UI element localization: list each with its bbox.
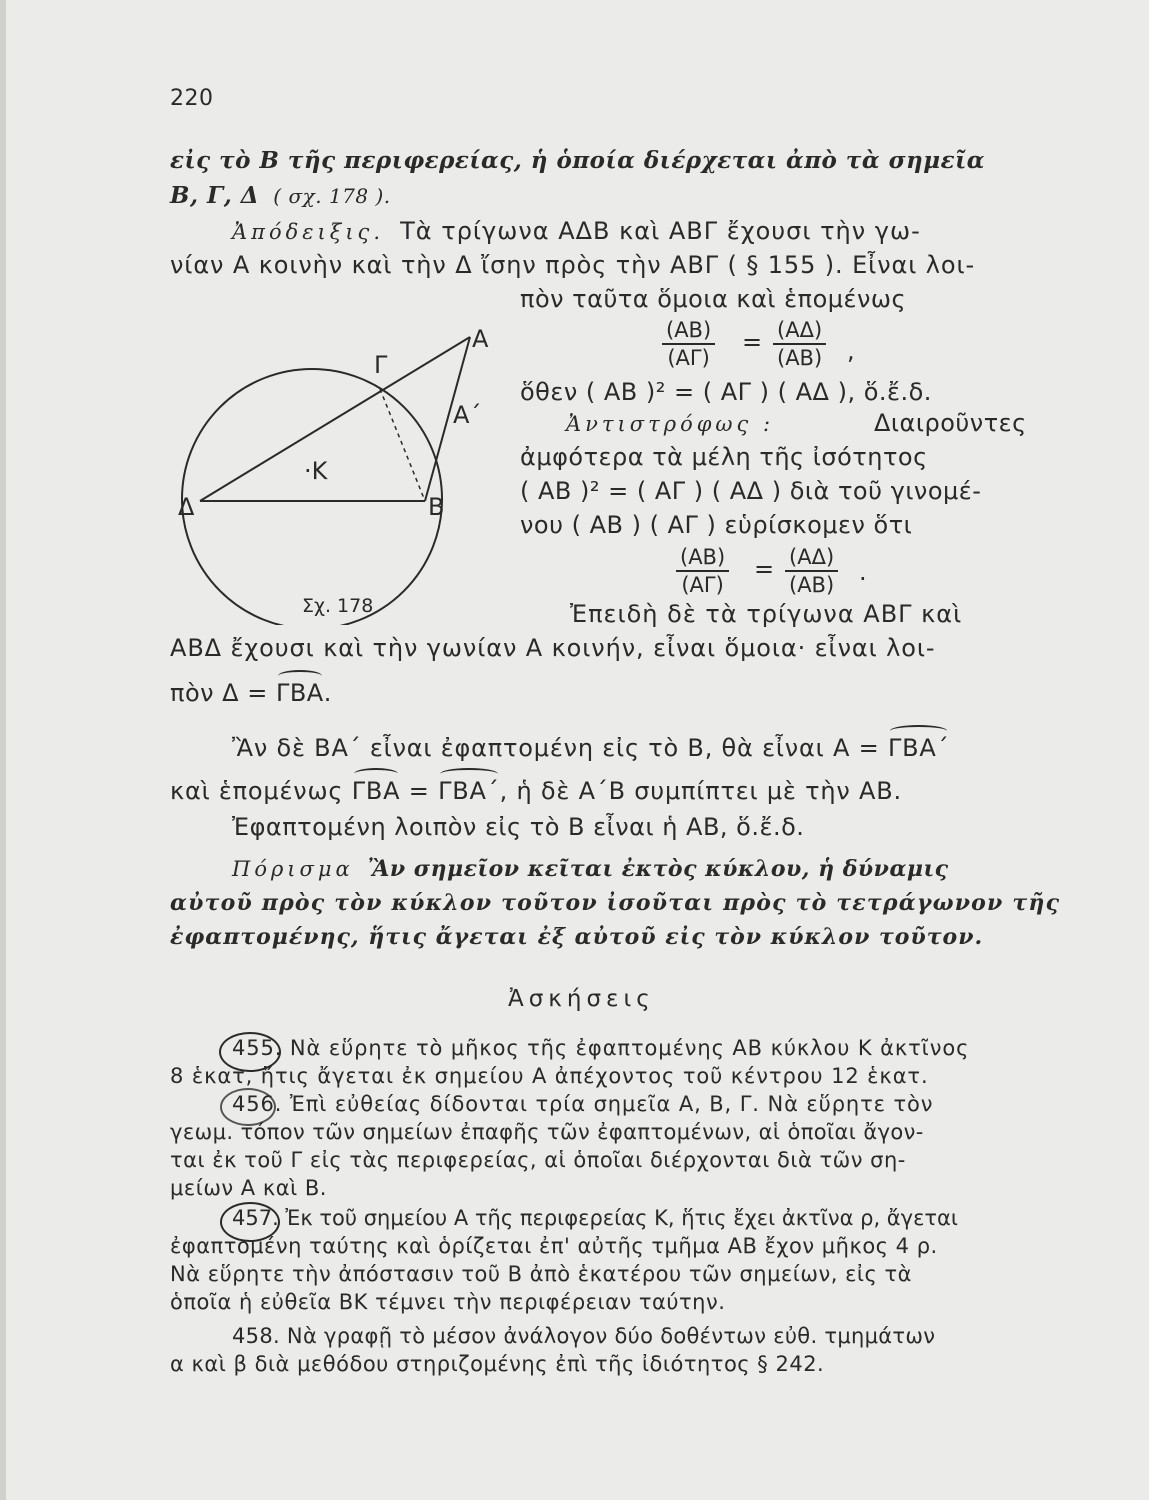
- text-line-5: πὸν ταῦτα ὅμοια καὶ ἑπομένως: [520, 285, 907, 313]
- fraction-1-left: [662, 318, 715, 370]
- secant-line-da: [200, 337, 470, 501]
- text-line-21: ἐφαπτομένης, ἥτις ἄγεται ἐξ αὐτοῦ εἰς τὸν κύκλον τοῦτον.: [170, 924, 984, 950]
- text-line-13: Ἐπειδὴ δὲ τὰ τρίγωνα ΑΒΓ καὶ: [570, 600, 963, 628]
- page-edge: [0, 0, 6, 1500]
- text-line-15-end: .: [323, 679, 332, 707]
- proof-label: Ἀπόδειξις.: [232, 220, 384, 244]
- text-line-17-start: καὶ ἑπομένως: [170, 777, 352, 805]
- text-line-20: αὐτοῦ πρὸς τὸν κύκλον τοῦτον ἰσοῦται πρὸς τὸ τετράγωνον τῆς: [170, 890, 1061, 916]
- text-line-1: εἰς τὸ Β τῆς περιφερείας, ἡ ὁποία διέρχεται ἀπὸ τὰ σημεῖα: [170, 147, 985, 174]
- fraction-1-numerator-2: (ΑΔ): [773, 318, 826, 345]
- label-g: Γ: [374, 351, 388, 379]
- fraction-1-equals: =: [742, 328, 763, 356]
- exercise-458-line-1: 458. Νὰ γραφῇ τὸ μέσον ἀνάλογον δύο δοθέντων εὐθ. τμημάτων: [232, 1324, 936, 1348]
- text-line-17: [170, 776, 902, 806]
- label-k: ·Κ: [304, 457, 328, 485]
- text-line-9: ἀμφότερα τὰ μέλη τῆς ἰσότητος: [520, 443, 928, 471]
- text-line-17-end: , ἡ δὲ Α΄Β συμπίπτει μὲ τὴν ΑΒ.: [499, 777, 902, 805]
- label-a: Α: [472, 325, 489, 353]
- text-line-15-start: πὸν Δ =: [170, 679, 276, 707]
- exercise-457-line-3: Νὰ εὕρητε τὴν ἀπόστασιν τοῦ Β ἀπὸ ἑκατέρου τῶν σημείων, εἰς τὰ: [170, 1262, 913, 1286]
- text-line-18: Ἐφαπτομένη λοιπὸν εἰς τὸ Β εἶναι ἡ ΑΒ, ὅ.ἔ.δ.: [232, 813, 805, 841]
- exercise-456-line-2: γεωμ. τόπον τῶν σημείων ἐπαφῆς τῶν ἐφαπτομένων, αἱ ὁποῖαι ἄγον-: [170, 1120, 924, 1144]
- fraction-1-numerator: (ΑΒ): [662, 318, 715, 345]
- text-line-11: νου ( ΑΒ ) ( ΑΓ ) εὑρίσκομεν ὅτι: [520, 511, 913, 539]
- fraction-2-equals: =: [754, 555, 775, 583]
- fraction-2-left: [676, 545, 729, 597]
- figure-circle: [182, 369, 445, 625]
- fraction-2-numerator-2: (ΑΔ): [785, 545, 838, 572]
- text-line-8: [566, 408, 1027, 439]
- text-line-19: [232, 853, 949, 884]
- exercise-455-line-1: 455. Νὰ εὕρητε τὸ μῆκος τῆς ἐφαπτομένης ΑΒ κύκλου Κ ἀκτῖνος: [232, 1036, 970, 1060]
- exercise-456-line-4: μείων Α καὶ Β.: [170, 1176, 327, 1200]
- exercises-heading: Ἀσκήσεις: [508, 986, 655, 1012]
- fraction-1-right: [773, 318, 826, 370]
- text-line-2-ref: ( σχ. 178 ).: [273, 184, 391, 208]
- label-d: Δ: [178, 493, 195, 521]
- angle-gba: ΓΒΑ: [275, 679, 324, 707]
- figure-caption: Σχ. 178: [302, 595, 374, 617]
- fraction-2-numerator: (ΑΒ): [676, 545, 729, 572]
- fraction-2-denominator-2: (ΑΒ): [789, 573, 835, 597]
- exercise-457-line-1: 457. Ἐκ τοῦ σημείου Α τῆς περιφερείας Κ, ἥτις ἔχει ἀκτῖνα ρ, ἄγεται: [232, 1206, 959, 1230]
- exercise-457-line-2: ἐφαπτομένη ταύτης καὶ ὁρίζεται ἐπ' αὐτῆς τμῆμα ΑΒ ἔχον μῆκος 4 ρ.: [170, 1234, 938, 1258]
- text-line-7: ὅθεν ( ΑΒ )² = ( ΑΓ ) ( ΑΔ ), ὅ.ἔ.δ.: [520, 378, 932, 406]
- fraction-2-denominator: (ΑΓ): [681, 573, 724, 597]
- corollary-label: Πόρισμα: [232, 857, 354, 881]
- angle-gba-prime: ΓΒΑ΄: [887, 734, 950, 762]
- text-line-15: [170, 678, 332, 708]
- proof-text: Τὰ τρίγωνα ΑΔΒ καὶ ΑΒΓ ἔχουσι τὴν γω-: [400, 217, 921, 245]
- text-line-10: ( ΑΒ )² = ( ΑΓ ) ( ΑΔ ) διὰ τοῦ γινομέ-: [520, 477, 982, 505]
- exercise-456-line-3: ται ἐκ τοῦ Γ εἰς τὰς περιφερείας, αἱ ὁποῖαι διέρχονται διὰ τῶν ση-: [170, 1148, 906, 1172]
- page-number: 220: [170, 86, 214, 111]
- angle-gba-2: ΓΒΑ: [351, 777, 401, 805]
- text-line-16: [232, 733, 949, 763]
- text-line-2-points: Β, Γ, Δ: [170, 182, 260, 209]
- figure-178: [170, 315, 510, 625]
- angle-gba-prime-2: ΓΒΑ΄: [438, 777, 500, 805]
- exercise-456-line-1: 456. Ἐπὶ εὐθείας δίδονται τρία σημεῖα Α, Β, Γ. Νὰ εὕρητε τὸν: [232, 1092, 934, 1116]
- fraction-1-denominator: (ΑΓ): [667, 346, 710, 370]
- fraction-2-period: .: [859, 558, 867, 586]
- label-a-prime: Α΄: [453, 401, 482, 429]
- fraction-1-denominator-2: (ΑΒ): [777, 346, 823, 370]
- converse-label: Ἀντιστρόφως :: [566, 412, 775, 436]
- text-line-17-eq: =: [400, 777, 439, 805]
- fraction-2-right: [785, 545, 838, 597]
- corollary-text-1: Ἂν σημεῖον κεῖται ἐκτὸς κύκλου, ἡ δύναμις: [367, 856, 949, 882]
- text-line-16-start: Ἂν δὲ ΒΑ΄ εἶναι ἐφαπτομένη εἰς τὸ Β, θὰ εἶναι Α =: [232, 734, 888, 762]
- converse-text: Διαιροῦντες: [874, 409, 1027, 437]
- fraction-1-comma: ,: [847, 337, 855, 365]
- label-b: Β: [428, 493, 445, 521]
- text-line-3: [232, 216, 921, 247]
- text-line-2: [170, 180, 391, 211]
- exercise-458-line-2: α καὶ β διὰ μεθόδου στηριζομένης ἐπὶ τῆς ἰδιότητος § 242.: [170, 1352, 825, 1376]
- text-line-4: νίαν Α κοινὴν καὶ τὴν Δ ἴσην πρὸς τὴν ΑΒΓ ( § 155 ). Εἶναι λοι-: [170, 251, 976, 279]
- exercise-457-line-4: ὁποῖα ἡ εὐθεῖα ΒΚ τέμνει τὴν περιφέρειαν ταύτην.: [170, 1290, 726, 1314]
- text-line-14: ΑΒΔ ἔχουσι καὶ τὴν γωνίαν Α κοινήν, εἶναι ὅμοια· εἶναι λοι-: [170, 634, 936, 662]
- exercise-455-line-2: 8 ἑκατ, ἥτις ἄγεται ἐκ σημείου Α ἀπέχοντος τοῦ κέντρου 12 ἑκατ.: [170, 1064, 929, 1088]
